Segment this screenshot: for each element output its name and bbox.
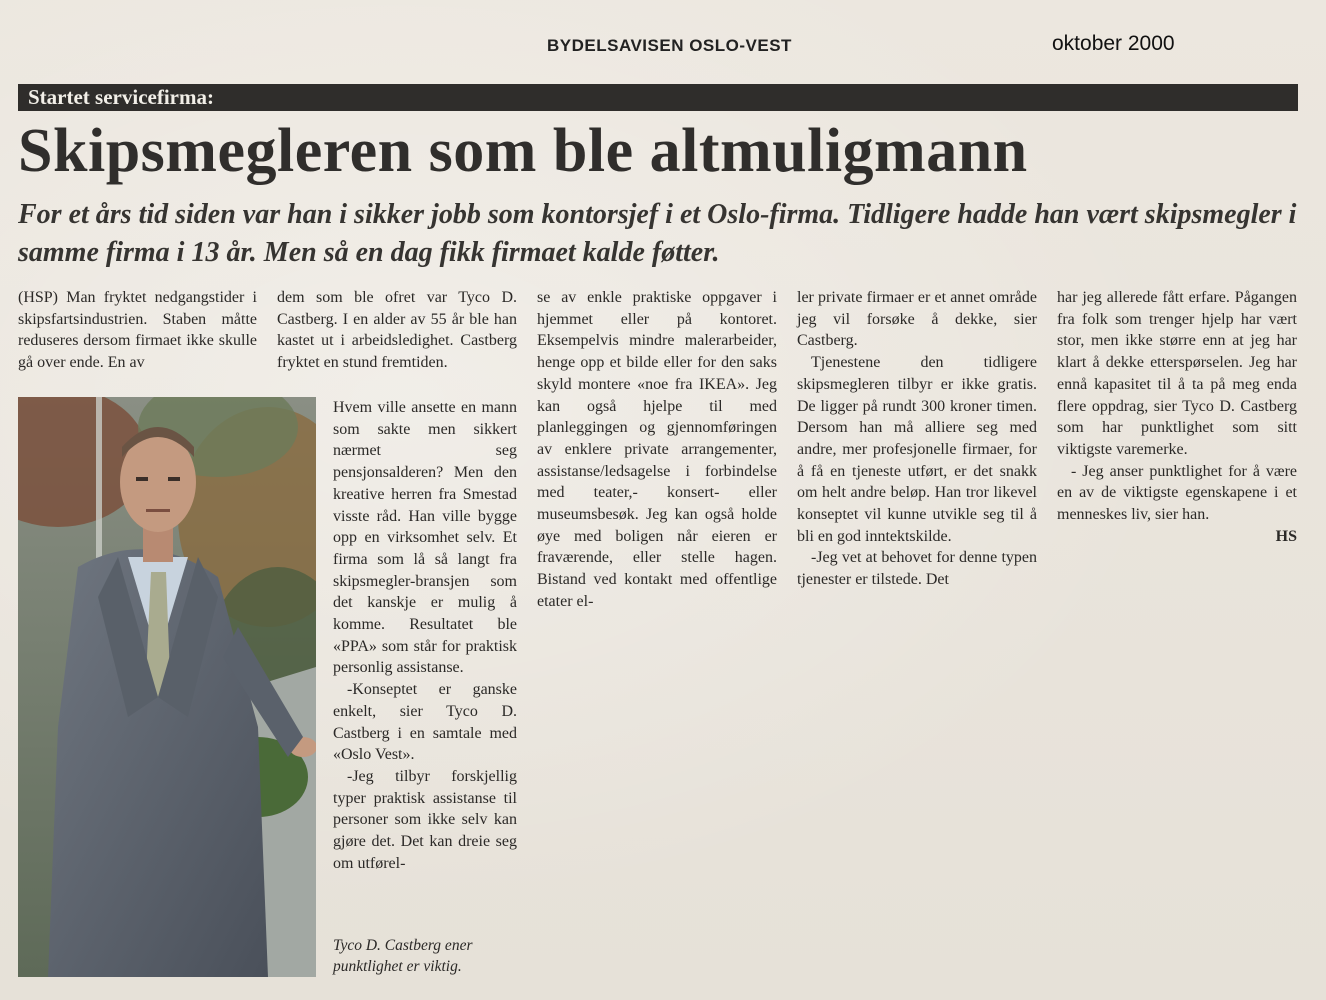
column-4-paragraph-3: -Jeg vet at behovet for denne typen tjenester er tilstede. Det [797, 549, 1037, 589]
portrait-photo [18, 397, 316, 977]
column-2-paragraph-2: -Konseptet er ganske enkelt, sier Tyco D. Castberg i en samtale med «Oslo Vest». [333, 681, 517, 764]
kicker-bar [18, 84, 1298, 111]
article-column-2 [333, 397, 517, 874]
portrait-illustration [18, 397, 316, 977]
article-column-2-top [277, 287, 517, 374]
column-1-paragraph: (HSP) Man fryktet nedgangstider i skipsfartsindustrien. Staben måtte reduseres dersom firmaet ikke skulle gå over ende. En av [18, 289, 257, 372]
article-column-5 [1057, 287, 1297, 547]
article-column-1 [18, 287, 257, 374]
article-column-3 [537, 287, 777, 613]
column-2-top-paragraph: dem som ble ofret var Tyco D. Castberg. I en alder av 55 år ble han kastet ut i arbeidsledighet. Castberg fryktet en stund fremtiden. [277, 289, 517, 372]
masthead: BYDELSAVISEN OSLO-VEST [547, 36, 792, 55]
column-4-paragraph-1: ler private firmaer er et annet område jeg vil forsøke å dekke, sier Castberg. [797, 289, 1037, 350]
photo-caption: Tyco D. Castberg ener punktlighet er viktig. [333, 937, 473, 975]
author-signature: HS [1275, 527, 1297, 545]
column-5-paragraph-2: - Jeg anser punktlighet for å være en av de viktigste egenskapene i et menneskes liv, sier han. [1057, 462, 1297, 524]
publication-date: oktober 2000 [1052, 32, 1175, 55]
column-2-paragraph-1: Hvem ville ansette en mann som sakte men sikkert nærmet seg pensjonsalderen? Men den kreative herren fra Smestad visste råd. Han ville bygge opp en virksomhet selv. Et firma som lå så langt fra skipsmegler-bransjen som det kanskje er mulig å komme. Resultatet ble «PPA» som står for praktisk personlig assistanse. [333, 399, 517, 677]
lead-paragraph: For et års tid siden var han i sikker jobb som kontorsjef i et Oslo-firma. Tidligere hadde han vært skipsmegler i samme firma i 13 år. Men så en dag fikk firmaet kalde føtter. [18, 199, 1297, 268]
article-column-4 [797, 287, 1037, 591]
kicker-text: Startet servicefirma: [28, 85, 214, 109]
column-4-paragraph-2: Tjenestene den tidligere skipsmegleren tilbyr er ikke gratis. De ligger på rundt 300 kroner timen. Dersom han må alliere seg med andre, mer profesjonelle firmaer, for å få en tjeneste utført, er det snakk om helt andre beløp. Han tror likevel konseptet vil kunne utvikle seg til å bli en god inntektskilde. [797, 354, 1037, 545]
headline: Skipsmegleren som ble altmuligmann [18, 117, 1028, 185]
column-5-paragraph-1: har jeg allerede fått erfare. Pågangen fra folk som trenger hjelp har vært stor, men ikke større enn at jeg har klart å dekke etterspørselen. Jeg har ennå kapasitet til å ta på meg enda flere oppdrag, sier Tyco D. Castberg som har punktlighet som sitt viktigste varemerke. [1057, 289, 1297, 458]
column-3-paragraph: se av enkle praktiske oppgaver i hjemmet eller på kontoret. Eksempelvis mindre malerarbeider, henge opp et bilde eller for den saks skyld montere «noe fra IKEA». Jeg kan også hjelpe til med planleggingen og gjennomføringen av enklere private arrangementer, assistanse/ledsagelse i forbindelse med teater,- konsert- eller museumsbesøk. Jeg kan også holde øye med boligen når eieren er fraværende, eller stelle hagen. Bistand ved kontakt med offentlige etater el- [537, 289, 777, 610]
column-2-paragraph-3: -Jeg tilbyr forskjellig typer praktisk assistanse til personer som ikke selv kan gjøre det. Det kan dreie seg om utførel- [333, 767, 517, 872]
